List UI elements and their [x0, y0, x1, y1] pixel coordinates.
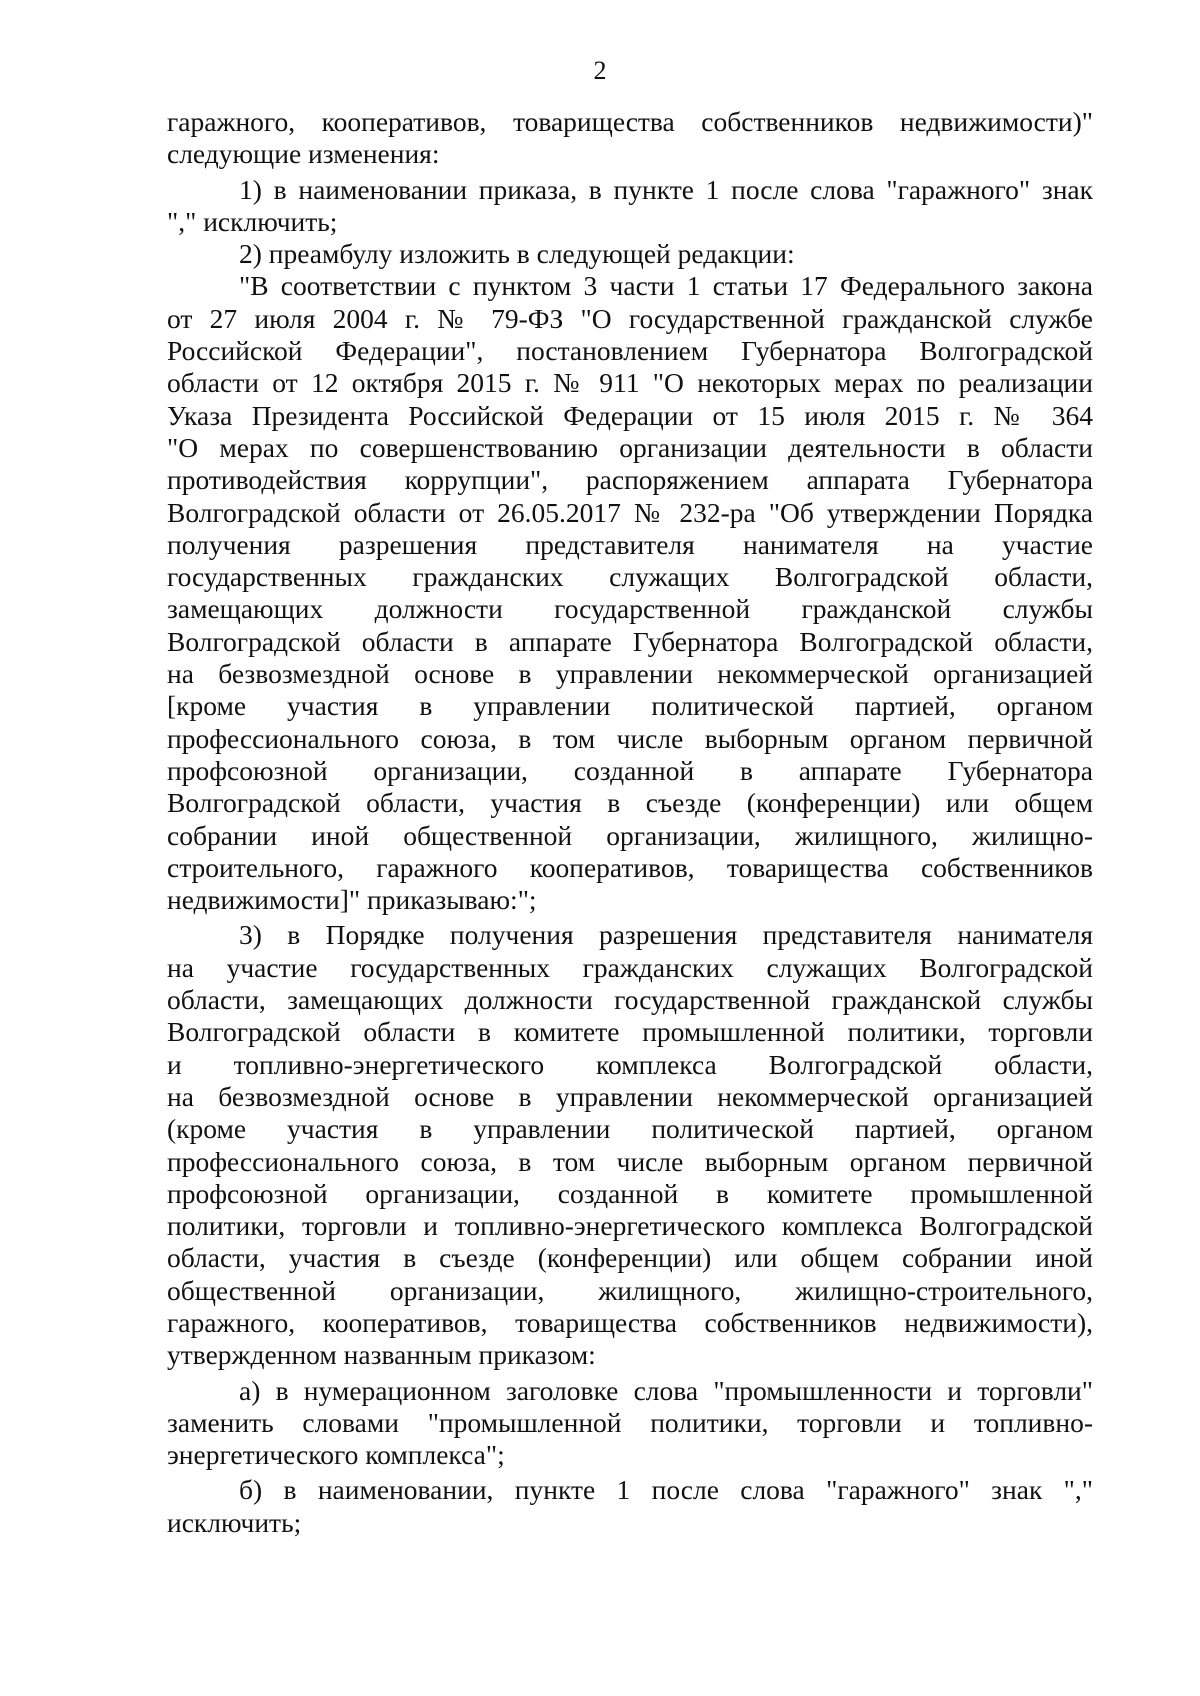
paragraph-item-1 — [167, 174, 1093, 239]
paragraph-item-2 — [167, 238, 1093, 270]
text-line: недвижимости]" приказываю:"; — [167, 884, 537, 916]
text-line: области, участия в съезде (конференции) или общем собрании иной — [167, 1242, 1093, 1274]
text-line: Волгоградской области, участия в съезде (конференции) или общем — [167, 787, 1093, 819]
paragraph-preamble-quote — [167, 270, 1093, 916]
text-line: гаражного, кооперативов, товарищества собственников недвижимости)" — [167, 106, 1093, 137]
paragraph-item-3 — [167, 919, 1093, 1371]
paragraph-item-3a — [167, 1375, 1093, 1472]
text-line: заменить словами "промышленной политики, торговли и топливно- — [167, 1406, 1093, 1438]
text-line: Волгоградской области в комитете промышленной политики, торговли — [167, 1016, 1093, 1048]
text-line: Волгоградской области от 26.05.2017 № 232-ра "Об утверждении Порядка — [167, 496, 1093, 528]
text-line: энергетического комплекса"; — [167, 1439, 505, 1471]
text-line: профессионального союза, в том числе выборным органом первичной — [167, 1145, 1093, 1177]
text-line: 3) в Порядке получения разрешения представителя нанимателя — [239, 919, 1093, 951]
text-line: на участие государственных гражданских служащих Волгоградской — [167, 951, 1093, 983]
document-body — [167, 106, 1093, 1539]
text-line: на безвозмездной основе в управлении некоммерческой организацией — [167, 658, 1093, 690]
text-line: от 27 июля 2004 г. № 79-ФЗ "О государственной гражданской службе — [167, 302, 1093, 334]
text-line: гаражного, кооперативов, товарищества собственников недвижимости), — [167, 1306, 1093, 1338]
text-line: "О мерах по совершенствованию организации деятельности в области — [167, 431, 1093, 463]
text-line: Российской Федерации", постановлением Губернатора Волгоградской — [167, 335, 1093, 367]
text-line: общественной организации, жилищного, жилищно-строительного, — [167, 1274, 1093, 1306]
text-line: собрании иной общественной организации, жилищного, жилищно- — [167, 819, 1093, 851]
text-line: а) в нумерационном заголовке слова "промышленности и торговли" — [239, 1374, 1093, 1406]
text-line: профессионального союза, в том числе выборным органом первичной — [167, 722, 1093, 754]
paragraph-item-3b — [167, 1474, 1093, 1539]
text-line: области от 12 октября 2015 г. № 911 "О некоторых мерах по реализации — [167, 367, 1093, 399]
text-line: "В соответствии с пунктом 3 части 1 статьи 17 Федерального закона — [239, 270, 1093, 302]
text-line: б) в наименовании, пункте 1 после слова "гаражного" знак "," — [239, 1474, 1093, 1506]
text-line: профсоюзной организации, созданной в комитете промышленной — [167, 1177, 1093, 1209]
text-line: утвержденном названным приказом: — [167, 1339, 596, 1371]
text-line: (кроме участия в управлении политической партией, органом — [167, 1113, 1093, 1145]
text-line: на безвозмездной основе в управлении некоммерческой организацией — [167, 1080, 1093, 1112]
text-line: и топливно-энергетического комплекса Волгоградской области, — [167, 1048, 1093, 1080]
page-number: 2 — [593, 56, 607, 85]
text-line: области, замещающих должности государственной гражданской службы — [167, 984, 1093, 1016]
text-line: исключить; — [167, 1506, 302, 1538]
text-line: 2) преамбулу изложить в следующей редакции: — [239, 238, 795, 270]
text-line: получения разрешения представителя нанимателя на участие — [167, 528, 1093, 560]
text-line: следующие изменения: — [167, 138, 440, 170]
text-line: политики, торговли и топливно-энергетического комплекса Волгоградской — [167, 1210, 1093, 1242]
text-line: замещающих должности государственной гражданской службы — [167, 593, 1093, 625]
text-line: государственных гражданских служащих Волгоградской области, — [167, 561, 1093, 593]
text-line: "," исключить; — [167, 205, 338, 237]
text-line: [кроме участия в управлении политической партией, органом — [167, 690, 1093, 722]
text-line: профсоюзной организации, созданной в аппарате Губернатора — [167, 754, 1093, 786]
text-line: Указа Президента Российской Федерации от 15 июля 2015 г. № 364 — [167, 399, 1093, 431]
paragraph-continuation — [167, 106, 1093, 171]
text-line: Волгоградской области в аппарате Губернатора Волгоградской области, — [167, 625, 1093, 657]
text-line: 1) в наименовании приказа, в пункте 1 после слова "гаражного" знак — [239, 173, 1093, 205]
text-line: строительного, гаражного кооперативов, товарищества собственников — [167, 851, 1093, 883]
text-line: противодействия коррупции", распоряжением аппарата Губернатора — [167, 464, 1093, 496]
